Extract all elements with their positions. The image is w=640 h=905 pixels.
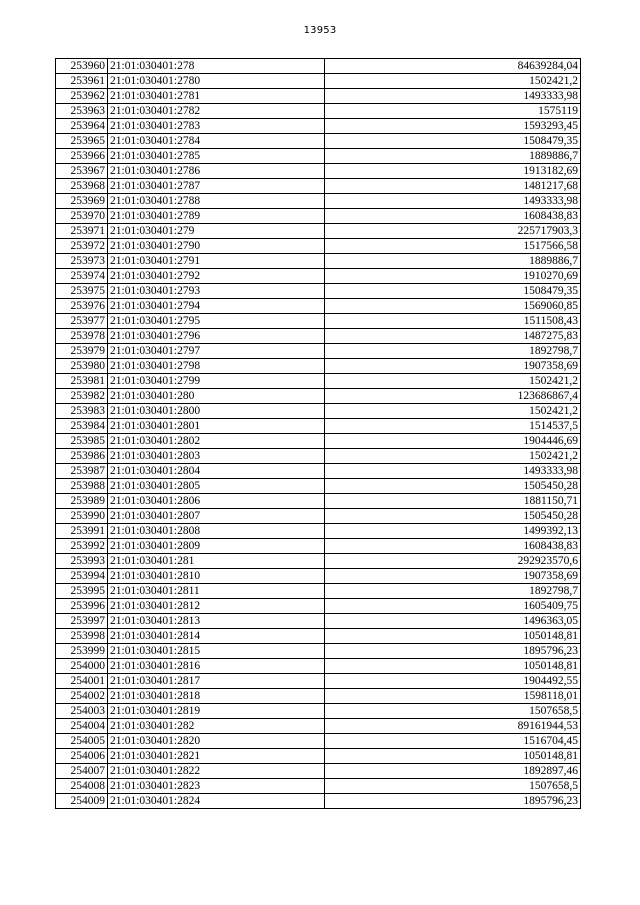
row-number-cell: 254008 [56, 779, 108, 794]
cadastral-number-cell: 21:01:030401:282 [108, 719, 325, 734]
table-row [56, 344, 581, 359]
cadastral-value-cell: 1502421,2 [325, 449, 581, 464]
cadastral-number-cell: 21:01:030401:2816 [108, 659, 325, 674]
table-row [56, 749, 581, 764]
row-number-cell: 254003 [56, 704, 108, 719]
row-number-cell: 253983 [56, 404, 108, 419]
row-number-cell: 253967 [56, 164, 108, 179]
row-number-cell: 253971 [56, 224, 108, 239]
row-number-cell: 253973 [56, 254, 108, 269]
row-number-cell: 254000 [56, 659, 108, 674]
table-row [56, 539, 581, 554]
cadastral-value-cell: 1910270,69 [325, 269, 581, 284]
cadastral-number-cell: 21:01:030401:2814 [108, 629, 325, 644]
row-number-cell: 254004 [56, 719, 108, 734]
cadastral-value-cell: 1050148,81 [325, 749, 581, 764]
cadastral-value-cell: 1889886,7 [325, 254, 581, 269]
cadastral-value-cell: 1502421,2 [325, 74, 581, 89]
row-number-cell: 254005 [56, 734, 108, 749]
table-row [56, 734, 581, 749]
row-number-cell: 254002 [56, 689, 108, 704]
cadastral-number-cell: 21:01:030401:2821 [108, 749, 325, 764]
row-number-cell: 253993 [56, 554, 108, 569]
cadastral-number-cell: 21:01:030401:2803 [108, 449, 325, 464]
table-row [56, 764, 581, 779]
cadastral-number-cell: 21:01:030401:2801 [108, 419, 325, 434]
cadastral-value-cell: 1889886,7 [325, 149, 581, 164]
cadastral-value-cell: 123686867,4 [325, 389, 581, 404]
table-row [56, 614, 581, 629]
row-number-cell: 254009 [56, 794, 108, 809]
table-row [56, 629, 581, 644]
cadastral-number-cell: 21:01:030401:2815 [108, 644, 325, 659]
cadastral-value-cell: 1892798,7 [325, 584, 581, 599]
cadastral-number-cell: 21:01:030401:2808 [108, 524, 325, 539]
cadastral-value-cell: 1505450,28 [325, 509, 581, 524]
cadastral-value-cell: 1608438,83 [325, 539, 581, 554]
cadastral-value-cell: 1514537,5 [325, 419, 581, 434]
cadastral-number-cell: 21:01:030401:2780 [108, 74, 325, 89]
table-row [56, 524, 581, 539]
cadastral-number-cell: 21:01:030401:2813 [108, 614, 325, 629]
table-row [56, 509, 581, 524]
cadastral-value-cell: 1507658,5 [325, 779, 581, 794]
cadastral-value-cell: 1496363,05 [325, 614, 581, 629]
cadastral-value-cell: 1608438,83 [325, 209, 581, 224]
cadastral-value-cell: 292923570,6 [325, 554, 581, 569]
cadastral-value-cell: 1516704,45 [325, 734, 581, 749]
table-row [56, 494, 581, 509]
row-number-cell: 253989 [56, 494, 108, 509]
cadastral-number-cell: 21:01:030401:2804 [108, 464, 325, 479]
table-row [56, 194, 581, 209]
page-number: 13953 [303, 25, 337, 36]
row-number-cell: 253965 [56, 134, 108, 149]
row-number-cell: 253980 [56, 359, 108, 374]
cadastral-value-cell: 1502421,2 [325, 374, 581, 389]
cadastral-number-cell: 21:01:030401:2791 [108, 254, 325, 269]
table-row [56, 59, 581, 74]
table-row [56, 794, 581, 809]
cadastral-value-cell: 1481217,68 [325, 179, 581, 194]
row-number-cell: 253961 [56, 74, 108, 89]
cadastral-number-cell: 21:01:030401:2819 [108, 704, 325, 719]
row-number-cell: 253968 [56, 179, 108, 194]
cadastral-value-cell: 1508479,35 [325, 134, 581, 149]
cadastral-value-cell: 225717903,3 [325, 224, 581, 239]
cadastral-number-cell: 21:01:030401:278 [108, 59, 325, 74]
cadastral-number-cell: 21:01:030401:2795 [108, 314, 325, 329]
cadastral-number-cell: 21:01:030401:2809 [108, 539, 325, 554]
cadastral-value-table [55, 58, 581, 809]
row-number-cell: 253981 [56, 374, 108, 389]
cadastral-value-cell: 1499392,13 [325, 524, 581, 539]
table-row [56, 404, 581, 419]
row-number-cell: 253997 [56, 614, 108, 629]
row-number-cell: 253987 [56, 464, 108, 479]
cadastral-value-cell: 1593293,45 [325, 119, 581, 134]
table-row [56, 254, 581, 269]
cadastral-value-cell: 1493333,98 [325, 89, 581, 104]
cadastral-number-cell: 21:01:030401:2794 [108, 299, 325, 314]
row-number-cell: 253999 [56, 644, 108, 659]
cadastral-number-cell: 21:01:030401:2823 [108, 779, 325, 794]
row-number-cell: 253991 [56, 524, 108, 539]
table-row [56, 659, 581, 674]
cadastral-number-cell: 21:01:030401:2807 [108, 509, 325, 524]
cadastral-number-cell: 21:01:030401:2820 [108, 734, 325, 749]
table-row [56, 119, 581, 134]
cadastral-value-cell: 1493333,98 [325, 464, 581, 479]
row-number-cell: 253962 [56, 89, 108, 104]
table-row [56, 284, 581, 299]
cadastral-number-cell: 21:01:030401:2782 [108, 104, 325, 119]
table-row [56, 464, 581, 479]
cadastral-number-cell: 21:01:030401:2784 [108, 134, 325, 149]
cadastral-number-cell: 21:01:030401:2793 [108, 284, 325, 299]
cadastral-number-cell: 21:01:030401:280 [108, 389, 325, 404]
cadastral-value-cell: 1892897,46 [325, 764, 581, 779]
table-row [56, 449, 581, 464]
row-number-cell: 253984 [56, 419, 108, 434]
row-number-cell: 253970 [56, 209, 108, 224]
cadastral-number-cell: 21:01:030401:2799 [108, 374, 325, 389]
row-number-cell: 253963 [56, 104, 108, 119]
table-row [56, 299, 581, 314]
cadastral-number-cell: 21:01:030401:2785 [108, 149, 325, 164]
row-number-cell: 253985 [56, 434, 108, 449]
cadastral-number-cell: 21:01:030401:2787 [108, 179, 325, 194]
row-number-cell: 253969 [56, 194, 108, 209]
row-number-cell: 253974 [56, 269, 108, 284]
table-row [56, 374, 581, 389]
table-row [56, 359, 581, 374]
cadastral-value-cell: 1913182,69 [325, 164, 581, 179]
row-number-cell: 253972 [56, 239, 108, 254]
table-row [56, 89, 581, 104]
cadastral-number-cell: 21:01:030401:2789 [108, 209, 325, 224]
row-number-cell: 253979 [56, 344, 108, 359]
cadastral-number-cell: 21:01:030401:2796 [108, 329, 325, 344]
cadastral-number-cell: 21:01:030401:2812 [108, 599, 325, 614]
cadastral-number-cell: 21:01:030401:2790 [108, 239, 325, 254]
cadastral-value-cell: 1895796,23 [325, 644, 581, 659]
cadastral-number-cell: 21:01:030401:2800 [108, 404, 325, 419]
table-row [56, 209, 581, 224]
row-number-cell: 253964 [56, 119, 108, 134]
table-row [56, 419, 581, 434]
table-row [56, 704, 581, 719]
row-number-cell: 253986 [56, 449, 108, 464]
cadastral-number-cell: 21:01:030401:2788 [108, 194, 325, 209]
table-row [56, 644, 581, 659]
cadastral-value-cell: 1895796,23 [325, 794, 581, 809]
cadastral-value-cell: 1569060,85 [325, 299, 581, 314]
row-number-cell: 253995 [56, 584, 108, 599]
row-number-cell: 253998 [56, 629, 108, 644]
cadastral-value-cell: 1904446,69 [325, 434, 581, 449]
cadastral-number-cell: 21:01:030401:2792 [108, 269, 325, 284]
row-number-cell: 253977 [56, 314, 108, 329]
row-number-cell: 253978 [56, 329, 108, 344]
table-row [56, 674, 581, 689]
table-row [56, 779, 581, 794]
cadastral-number-cell: 21:01:030401:2805 [108, 479, 325, 494]
row-number-cell: 253966 [56, 149, 108, 164]
cadastral-value-cell: 1575119 [325, 104, 581, 119]
cadastral-value-cell: 1487275,83 [325, 329, 581, 344]
cadastral-value-cell: 1517566,58 [325, 239, 581, 254]
cadastral-value-cell: 1907358,69 [325, 569, 581, 584]
row-number-cell: 253990 [56, 509, 108, 524]
row-number-cell: 254001 [56, 674, 108, 689]
table-row [56, 569, 581, 584]
table-body [56, 59, 581, 809]
table-row [56, 584, 581, 599]
cadastral-number-cell: 21:01:030401:2822 [108, 764, 325, 779]
row-number-cell: 253960 [56, 59, 108, 74]
cadastral-number-cell: 21:01:030401:2824 [108, 794, 325, 809]
cadastral-number-cell: 21:01:030401:2806 [108, 494, 325, 509]
table-row [56, 164, 581, 179]
cadastral-value-cell: 1881150,71 [325, 494, 581, 509]
table-row [56, 479, 581, 494]
table-row [56, 134, 581, 149]
cadastral-value-cell: 1904492,55 [325, 674, 581, 689]
table-row [56, 389, 581, 404]
table-row [56, 434, 581, 449]
table-row [56, 239, 581, 254]
table-row [56, 554, 581, 569]
row-number-cell: 254006 [56, 749, 108, 764]
cadastral-number-cell: 21:01:030401:281 [108, 554, 325, 569]
row-number-cell: 253988 [56, 479, 108, 494]
table-row [56, 224, 581, 239]
cadastral-number-cell: 21:01:030401:2802 [108, 434, 325, 449]
row-number-cell: 253976 [56, 299, 108, 314]
cadastral-number-cell: 21:01:030401:2817 [108, 674, 325, 689]
cadastral-number-cell: 21:01:030401:2810 [108, 569, 325, 584]
cadastral-number-cell: 21:01:030401:2797 [108, 344, 325, 359]
row-number-cell: 253982 [56, 389, 108, 404]
table-row [56, 269, 581, 284]
table-row [56, 329, 581, 344]
cadastral-number-cell: 21:01:030401:279 [108, 224, 325, 239]
table-row [56, 689, 581, 704]
cadastral-number-cell: 21:01:030401:2783 [108, 119, 325, 134]
row-number-cell: 254007 [56, 764, 108, 779]
cadastral-value-cell: 1892798,7 [325, 344, 581, 359]
cadastral-value-cell: 1050148,81 [325, 629, 581, 644]
cadastral-value-cell: 1505450,28 [325, 479, 581, 494]
row-number-cell: 253996 [56, 599, 108, 614]
table-row [56, 599, 581, 614]
cadastral-value-cell: 1507658,5 [325, 704, 581, 719]
table-row [56, 314, 581, 329]
cadastral-value-cell: 1502421,2 [325, 404, 581, 419]
cadastral-number-cell: 21:01:030401:2818 [108, 689, 325, 704]
cadastral-number-cell: 21:01:030401:2786 [108, 164, 325, 179]
table-row [56, 149, 581, 164]
cadastral-number-cell: 21:01:030401:2781 [108, 89, 325, 104]
table-row [56, 74, 581, 89]
row-number-cell: 253975 [56, 284, 108, 299]
cadastral-value-cell: 84639284,04 [325, 59, 581, 74]
cadastral-value-cell: 1598118,01 [325, 689, 581, 704]
cadastral-number-cell: 21:01:030401:2798 [108, 359, 325, 374]
row-number-cell: 253992 [56, 539, 108, 554]
cadastral-value-cell: 1907358,69 [325, 359, 581, 374]
cadastral-value-cell: 1508479,35 [325, 284, 581, 299]
cadastral-value-cell: 1050148,81 [325, 659, 581, 674]
cadastral-number-cell: 21:01:030401:2811 [108, 584, 325, 599]
cadastral-value-cell: 1605409,75 [325, 599, 581, 614]
table-row [56, 719, 581, 734]
row-number-cell: 253994 [56, 569, 108, 584]
cadastral-value-cell: 89161944,53 [325, 719, 581, 734]
cadastral-value-cell: 1511508,43 [325, 314, 581, 329]
table-row [56, 104, 581, 119]
cadastral-value-cell: 1493333,98 [325, 194, 581, 209]
table-row [56, 179, 581, 194]
